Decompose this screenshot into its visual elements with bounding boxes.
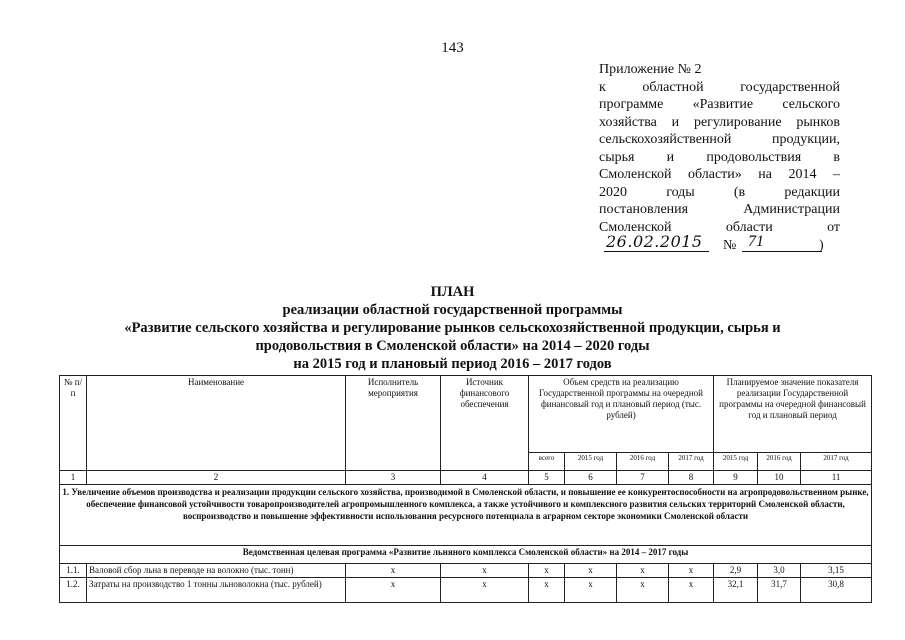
subheader-year: 2015 год — [565, 453, 617, 471]
row-source: х — [441, 578, 529, 603]
appendix-line: постановления Администрации — [599, 202, 840, 217]
appendix-line: сырья и продовольствия в — [599, 149, 840, 165]
subheader-indicator-year: 2017 год — [801, 453, 872, 471]
appendix-line: хозяйства и регулирование рынков — [599, 114, 840, 130]
header-name: Наименование — [87, 376, 346, 471]
column-number: 5 — [529, 471, 565, 485]
header-indicator: Планируемое значение показателя реализации Государственной программы на очередной финансовый год и плановый период — [714, 376, 872, 453]
row-source: х — [441, 564, 529, 578]
appendix-line: Смоленской области» на 2014 – — [599, 167, 840, 182]
title-line: реализации областной государственной программы — [282, 302, 623, 318]
closing-paren: ) — [819, 238, 824, 253]
column-number: 4 — [441, 471, 529, 485]
decree-number: 71 — [742, 233, 822, 252]
column-number: 11 — [801, 471, 872, 485]
appendix-line: сельскохозяйственной продукции, — [599, 132, 840, 147]
row-indicator-2017: 3,15 — [801, 564, 872, 578]
row-indicator-2016: 3,0 — [758, 564, 801, 578]
decree-reference — [599, 232, 840, 257]
appendix-block — [599, 61, 840, 257]
row-funds-2017: х — [669, 564, 714, 578]
header-source: Источник финансового обеспечения — [441, 376, 529, 471]
column-number: 6 — [565, 471, 617, 485]
title-line: ПЛАН — [430, 284, 475, 300]
column-number: 8 — [669, 471, 714, 485]
row-total: х — [529, 578, 565, 603]
row-executor: х — [346, 564, 441, 578]
title-line: продовольствия в Смоленской области» на 2014 – 2020 годы — [255, 338, 650, 354]
row-funds-2016: х — [617, 564, 669, 578]
row-total: х — [529, 564, 565, 578]
row-name: Валовой сбор льна в переводе на волокно (тыс. тонн) — [87, 564, 346, 578]
document-title — [0, 283, 905, 373]
table-row — [60, 578, 872, 603]
decree-number-label: № — [723, 238, 737, 253]
column-number: 9 — [714, 471, 758, 485]
appendix-line: программе «Развитие сельского — [599, 97, 840, 112]
title-line: «Развитие сельского хозяйства и регулирование рынков сельскохозяйственной продукции, сырья и — [124, 320, 781, 336]
title-line: на 2015 год и плановый период 2016 – 2017 годов — [293, 356, 612, 372]
program-title: Ведомственная целевая программа «Развитие льняного комплекса Смоленской области» на 2014 – 2017 годы — [60, 546, 872, 564]
header-num: № п/п — [60, 376, 87, 471]
column-number-row — [60, 471, 872, 485]
column-number: 10 — [758, 471, 801, 485]
row-num: 1.2. — [60, 578, 87, 603]
row-num: 1.1. — [60, 564, 87, 578]
plan-table — [59, 375, 872, 603]
row-name: Затраты на производство 1 тонны льноволокна (тыс. рублей) — [87, 578, 346, 603]
column-number: 7 — [617, 471, 669, 485]
row-indicator-2015: 32,1 — [714, 578, 758, 603]
program-row — [60, 546, 872, 564]
header-funds: Объем средств на реализацию Государственной программы на очередной финансовый год и плановый период (тыс. рублей) — [529, 376, 714, 453]
row-funds-2015: х — [565, 564, 617, 578]
appendix-line: 2020 годы (в редакции — [599, 184, 840, 200]
subheader-year: 2016 год — [617, 453, 669, 471]
row-indicator-2015: 2,9 — [714, 564, 758, 578]
column-number: 3 — [346, 471, 441, 485]
appendix-line: Смоленской области от — [599, 219, 840, 235]
row-funds-2015: х — [565, 578, 617, 603]
row-funds-2016: х — [617, 578, 669, 603]
row-indicator-2016: 31,7 — [758, 578, 801, 603]
decree-date: 26.02.2015 — [604, 233, 709, 252]
row-executor: х — [346, 578, 441, 603]
section-text: 1. Увеличение объемов производства и реализации продукции сельского хозяйства, производимой в Смоленской области, и повышение ее конкурентоспособности на агропродовольственном рынке, обеспечение финансовой устойчивости товаропроизводителей агропромышленного комплекса, а также устойчивого и комплексного развития сельских территорий Смоленской области, воспроизводство и повышение эффективности использования ресурсного потенциала в аграрном секторе экономики Смоленской области — [60, 485, 872, 546]
appendix-line: Приложение № 2 — [599, 62, 702, 77]
subheader-total: всего — [529, 453, 565, 471]
row-indicator-2017: 30,8 — [801, 578, 872, 603]
section-row — [60, 485, 872, 546]
page-number: 143 — [441, 40, 464, 56]
row-funds-2017: х — [669, 578, 714, 603]
table-row — [60, 564, 872, 578]
column-number: 2 — [87, 471, 346, 485]
subheader-year: 2017 год — [669, 453, 714, 471]
appendix-line: к областной государственной — [599, 79, 840, 95]
subheader-indicator-year: 2015 год — [714, 453, 758, 471]
column-number: 1 — [60, 471, 87, 485]
subheader-indicator-year: 2016 год — [758, 453, 801, 471]
header-executor: Исполнитель мероприятия — [346, 376, 441, 471]
header-row — [60, 376, 872, 453]
